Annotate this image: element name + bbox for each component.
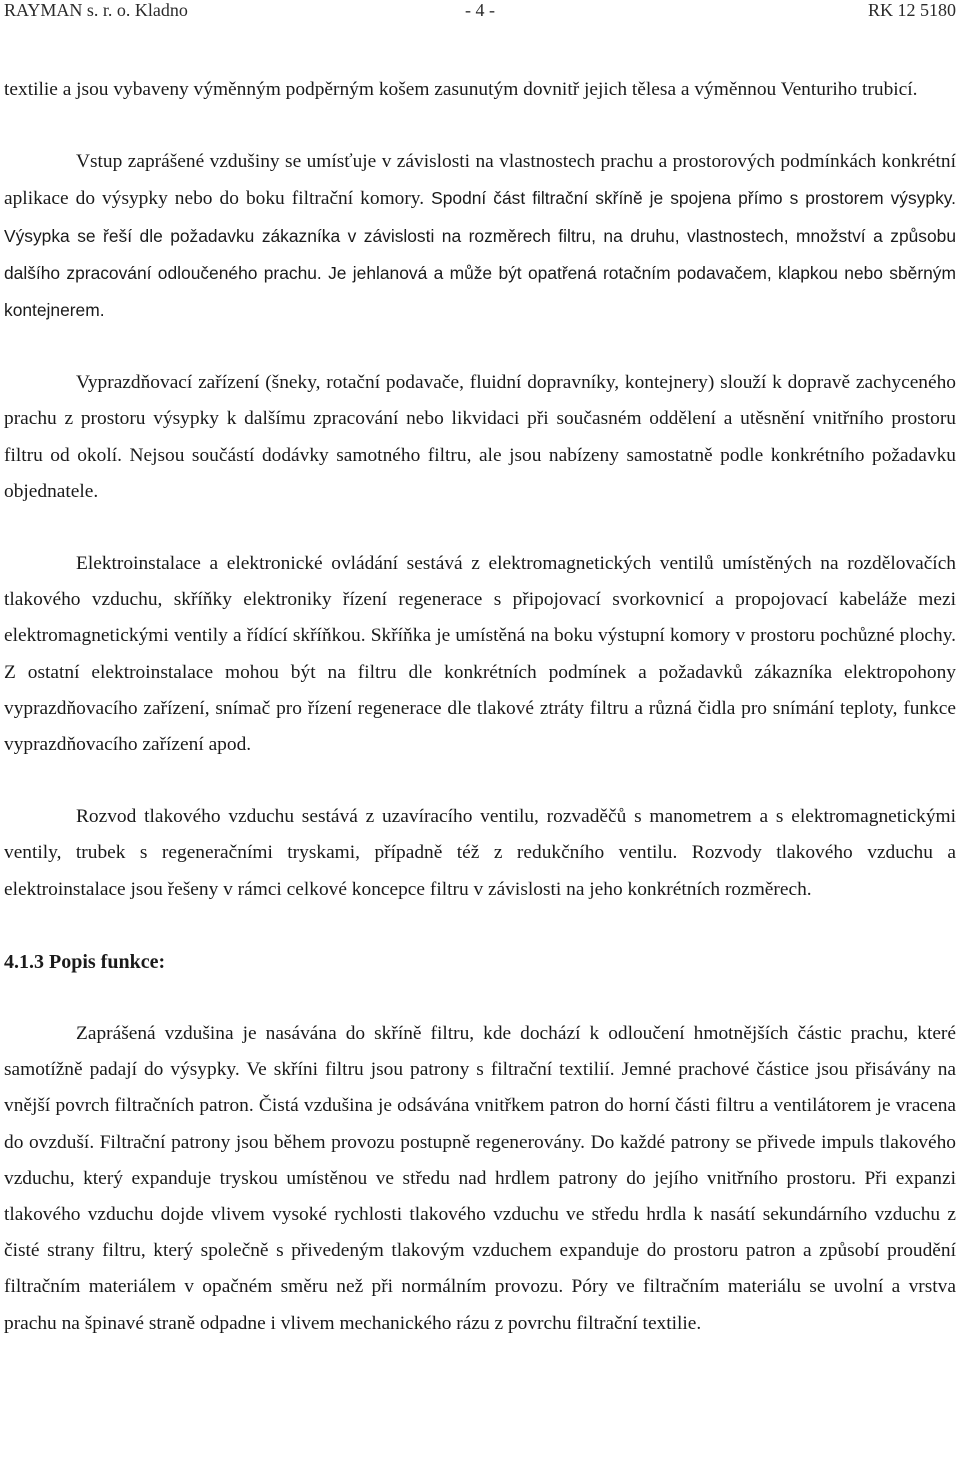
paragraph-compressed-air: Rozvod tlakového vzduchu sestává z uzavíracího ventilu, rozvaděčů s manometrem a s elektromagnetickými ventily, trubek s regeneračními tryskami, případně též z redukčního ventilu. Rozvody tlakového vzduchu a elektroinstalace jsou řešeny v rámci celkové koncepce filtru v závislosti na jeho konkrétních rozměrech. [4,806,956,900]
header-company: RAYMAN s. r. o. Kladno [4,0,188,20]
paragraph-discharge: Vyprazdňovací zařízení (šneky, rotační podavače, fluidní dopravníky, kontejnery) slouží k dopravě zachyceného prachu z prostoru výsypky k dalšímu zpracování nebo likvidaci při současném oddělení a utěsnění vnitřního prostoru filtru od okolí. Nejsou součástí dodávky samotného filtru, ale jsou nabízeny samostatně podle konkrétního požadavku objednatele. [4,372,956,502]
paragraph-inlet [4,144,956,329]
document-body [4,72,956,1342]
paragraph-hopper-text: Spodní část filtrační skříně je spojena přímo s prostorem výsypky. Výsypka se řeší dle požadavku zákazníka v závislosti na rozměrech filtru, na druhu, vlastnostech, množství a způsobu dalšího zpracování odloučeného prachu. Je jehlanová a může být opatřená rotačním podavačem, klapkou nebo sběrným kontejnerem. [4,188,956,321]
paragraph-function: Zaprášená vzdušina je nasávána do skříně filtru, kde dochází k odloučení hmotnějších částic prachu, které samotížně padají do výsypky. Ve skříni filtru jsou patrony s filtrační textilií. Jemné prachové částice jsou přisávány na vnější povrch filtračních patron. Čistá vzdušina je odsávána vnitřkem patron do horní části filtru a ventilátorem je vracena do ovzduší. Filtrační patrony jsou během provozu postupně regenerovány. Do každé patrony se přivede impuls tlakového vzduchu, který expanduje tryskou umístěnou ve středu nad hrdlem patrony do jejího vnitřního prostoru. Při expanzi tlakového vzduchu dojde vlivem vysoké rychlosti tlakového vzduchu ve středu hrdla k nasátí sekundárního vzduchu z čisté strany filtru, který společně s přivedeným tlakovým vzduchem expanduje do prostoru patron a způsobí proudění filtračním materiálem v opačném směru než při normálním provozu. Póry ve filtračním materiálu se uvolní a vrstva prachu na špinavé straně odpadne i vlivem mechanického rázu z povrchu filtrační textilie. [4,1023,956,1334]
header-document-ref: RK 12 5180 [867,0,956,20]
paragraph-electrical: Elektroinstalace a elektronické ovládání sestává z elektromagnetických ventilů umístěných na rozdělovačích tlakového vzduchu, skříňky elektroniky řízení regenerace s připojovací svorkovnicí a propojovací kabeláže mezi elektromagnetickými ventily a řídící skříňkou. Skříňka je umístěná na boku výstupní komory v prostoru pochůzné plochy. Z ostatní elektroinstalace mohou být na filtru dle konkrétních podmínek a požadavků zákazníka elektropohony vyprazdňovacího zařízení, snímač pro řízení regenerace dle tlakové ztráty filtru a různá čidla pro snímání teploty, funkce vyprazdňovacího zařízení apod. [4,553,956,756]
section-heading: 4.1.3 Popis funkce: [4,950,166,973]
paragraph-continuation: textilie a jsou vybaveny výměnným podpěrným košem zasunutým dovnitř jejich tělesa a výměnnou Venturiho trubicí. [4,79,918,100]
page-header [4,0,956,22]
paragraph-inlet-text: Vstup zaprášené vzdušiny se umísťuje v závislosti na vlastnostech prachu a prostorových podmínkách konkrétní aplikace do výsypky nebo do boku filtrační komory. [4,151,956,210]
header-page-number: - 4 - [465,0,495,20]
